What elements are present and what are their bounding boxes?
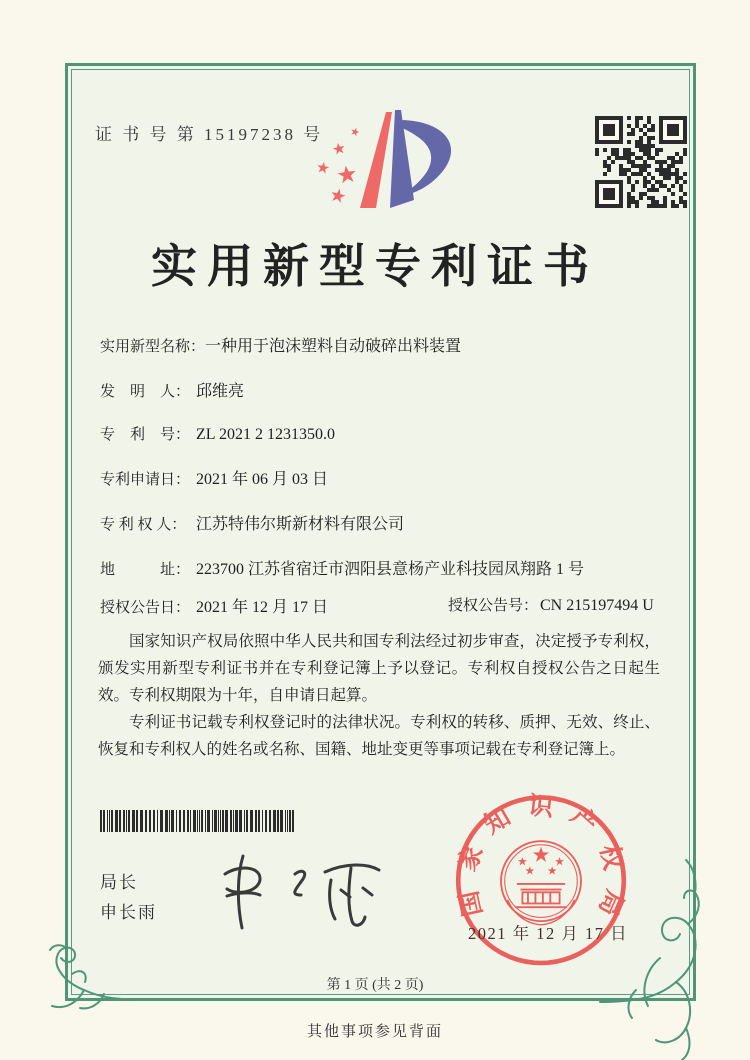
director-title: 局长 [100, 873, 138, 892]
back-note: 其他事项参见背面 [306, 1024, 443, 1040]
official-seal [448, 790, 634, 976]
field-row-inventor [100, 378, 666, 401]
field-label: 地 址： [100, 562, 191, 578]
field-label: 发 明 人： [100, 384, 191, 400]
field-label: 专 利 号： [100, 427, 191, 443]
barcode [100, 810, 296, 832]
field-label: 专利申请日： [100, 472, 191, 488]
certificate-number: 证 书 号 第 15197238 号 [95, 125, 324, 144]
field-value: 223700 江苏省宿迁市泗阳县意杨产业科技园凤翔路 1 号 [196, 561, 585, 578]
qr-code [595, 116, 687, 208]
certificate-body-text [98, 628, 660, 763]
page-number: 第 1 页 (共 2 页) [326, 978, 424, 993]
field-value: CN 215197494 U [540, 597, 654, 614]
field-row-patent-no [100, 423, 666, 444]
field-row-grant [100, 594, 666, 617]
field-value: 江苏特伟尔斯新材料有限公司 [196, 516, 405, 533]
field-row-address [100, 556, 666, 579]
field-row-patentee [100, 511, 666, 534]
seal-national-emblem-icon [501, 841, 581, 925]
certificate-title: 实用新型专利证书 [151, 241, 599, 292]
seal-date: 2021 年 12 月 17 日 [468, 924, 629, 943]
field-label: 实用新型名称： [100, 339, 206, 355]
svg-text:国家知识产权局 [452, 792, 631, 935]
field-label: 授权公告号： [448, 598, 539, 614]
director-signature-image [213, 848, 413, 934]
field-row-name [100, 333, 666, 356]
body-paragraph: 专利证书记载专利权登记时的法律状况。专利权的转移、质押、无效、终止、恢复和专利权人的姓名或名称、国籍、地址变更等事项记载在专利登记簿上。 [98, 714, 660, 758]
field-value: 一种用于泡沫塑料自动破碎出料装置 [205, 338, 462, 355]
field-label: 授权公告日： [100, 600, 191, 616]
field-value: 2021 年 06 月 03 日 [196, 471, 329, 488]
field-value: 邱维亮 [196, 383, 245, 400]
field-value: ZL 2021 2 1231350.0 [196, 426, 335, 443]
field-grant-number [448, 594, 654, 615]
field-label: 专 利 权 人： [100, 517, 187, 533]
body-paragraph: 国家知识产权局依照中华人民共和国专利法经过初步审查，决定授予专利权，颁发实用新型专利证书并在专利登记簿上予以登记。专利权自授权公告之日起生效。专利权期限为十年，自申请日起算。 [98, 633, 660, 704]
director-name: 申长雨 [100, 903, 157, 922]
field-row-filing-date [100, 466, 666, 489]
seal-ring-text: 国家知识产权局 [452, 792, 630, 935]
field-value: 2021 年 12 月 17 日 [196, 599, 329, 616]
cnipa-logo-icon [302, 102, 477, 230]
